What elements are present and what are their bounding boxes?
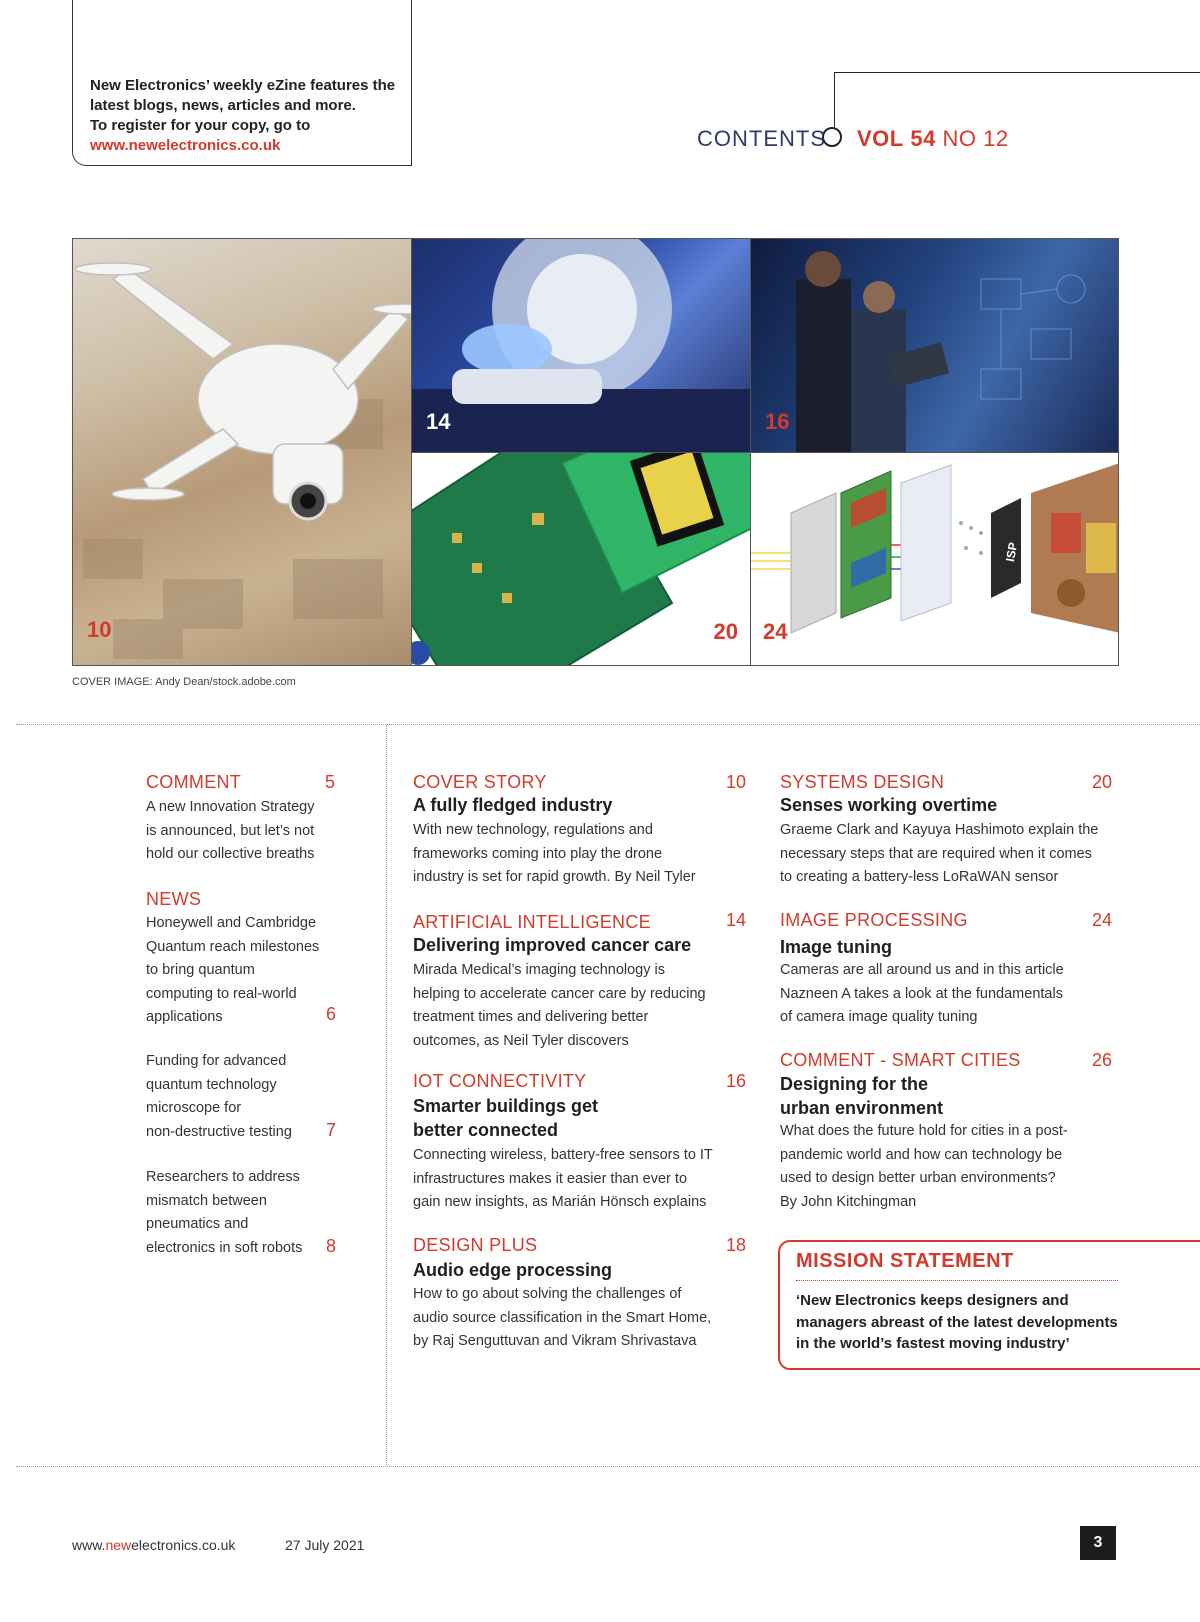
summary-line: Honeywell and Cambridge bbox=[146, 915, 317, 931]
summary-line: With new technology, regulations and bbox=[413, 822, 653, 838]
title-line: urban environment bbox=[780, 1098, 944, 1118]
summary-line: infrastructures makes it easier than ever to bbox=[413, 1170, 688, 1187]
footer-website-link[interactable] bbox=[72, 1537, 235, 1553]
server-page-number: 16 bbox=[765, 409, 790, 434]
design-plus-title[interactable]: Audio edge processing bbox=[413, 1260, 613, 1280]
page-number-badge: 3 bbox=[1080, 1526, 1116, 1560]
summary-line: By John Kitchingman bbox=[780, 1193, 917, 1210]
summary-line: quantum technology bbox=[146, 1076, 277, 1093]
smart-cities-section-label[interactable]: COMMENT - SMART CITIES bbox=[780, 1050, 1021, 1070]
drone-photo bbox=[72, 238, 412, 666]
news-2-page-number: 7 bbox=[326, 1120, 337, 1140]
header-rule bbox=[835, 72, 1200, 73]
summary-line: to creating a battery-less LoRaWAN sensor bbox=[780, 869, 1059, 885]
server-room-photo bbox=[750, 238, 1119, 453]
cover-story-summary bbox=[413, 819, 696, 890]
summary-line: Mirada Medical’s imaging technology is bbox=[413, 962, 665, 978]
issue-number: NO 12 bbox=[942, 126, 1009, 151]
footer-url-prefix: www. bbox=[72, 1537, 106, 1553]
mission-statement-text bbox=[796, 1290, 1136, 1355]
summary-line: non-destructive testing bbox=[146, 1123, 292, 1140]
summary-line: frameworks coming into play the drone bbox=[413, 845, 663, 862]
summary-line: is announced, but let’s not bbox=[146, 822, 315, 839]
drone-page-number: 10 bbox=[87, 617, 112, 642]
divider-bottom bbox=[16, 1466, 1200, 1467]
cover-story-title[interactable]: A fully fledged industry bbox=[413, 795, 613, 815]
summary-line: Graeme Clark and Kayuya Hashimoto explain the bbox=[780, 822, 1099, 838]
medical-page-number: 14 bbox=[426, 409, 451, 434]
footer-url-brand: new bbox=[105, 1537, 132, 1553]
image-processing-section-label[interactable]: IMAGE PROCESSING bbox=[780, 910, 968, 930]
summary-line: pneumatics and bbox=[146, 1216, 249, 1232]
mission-statement-title: MISSION STATEMENT bbox=[796, 1250, 1014, 1272]
circuit-board-illustration bbox=[412, 453, 751, 666]
footer-date: 27 July 2021 bbox=[285, 1537, 365, 1553]
server-illustration bbox=[751, 239, 1119, 453]
smart-cities-title[interactable] bbox=[780, 1072, 943, 1120]
design-plus-page-number: 18 bbox=[726, 1235, 747, 1255]
comment-page-number: 5 bbox=[325, 772, 336, 792]
footer-url-suffix: electronics.co.uk bbox=[131, 1537, 236, 1553]
comment-section-label[interactable]: COMMENT bbox=[146, 772, 242, 792]
systems-design-page-number: 20 bbox=[1092, 772, 1113, 792]
title-line: Designing for the bbox=[780, 1074, 928, 1094]
drone-illustration bbox=[73, 239, 412, 666]
title-line: Smarter buildings get bbox=[413, 1096, 599, 1116]
summary-line: helping to accelerate cancer care by reducing bbox=[413, 985, 706, 1002]
vol-number: 54 bbox=[910, 126, 936, 151]
summary-line: Cameras are all around us and in this article bbox=[780, 962, 1064, 978]
comment-summary bbox=[146, 796, 314, 867]
isp-label: ISP bbox=[1003, 541, 1021, 563]
systems-design-title[interactable]: Senses working overtime bbox=[780, 795, 998, 815]
board-page-number: 20 bbox=[713, 619, 738, 644]
news-item-1[interactable] bbox=[146, 912, 319, 1030]
promo-line: latest blogs, news, articles and more. bbox=[90, 97, 356, 114]
sensor-layers-illustration bbox=[751, 453, 1119, 666]
ai-title[interactable]: Delivering improved cancer care bbox=[413, 935, 692, 955]
medical-scanner-photo bbox=[411, 238, 751, 453]
smart-cities-summary bbox=[780, 1120, 1068, 1214]
news-item-3[interactable] bbox=[146, 1166, 302, 1260]
image-processing-title[interactable]: Image tuning bbox=[780, 937, 892, 957]
summary-line: Connecting wireless, battery-free sensors to IT bbox=[413, 1147, 713, 1163]
summary-line: gain new insights, as Marián Hönsch explains bbox=[413, 1194, 707, 1210]
mission-line: managers abreast of the latest developments bbox=[796, 1313, 1118, 1331]
news-1-page-number: 6 bbox=[326, 1004, 337, 1024]
summary-line: electronics in soft robots bbox=[146, 1239, 303, 1256]
ai-summary bbox=[413, 959, 706, 1053]
summary-line: computing to real-world bbox=[146, 985, 297, 1002]
summary-line: Nazneen A takes a look at the fundamentals bbox=[780, 985, 1063, 1002]
summary-line: How to go about solving the challenges of bbox=[413, 1286, 682, 1302]
summary-line: by Raj Senguttuvan and Vikram Shrivastava bbox=[413, 1333, 697, 1349]
ezine-promo-box bbox=[72, 0, 412, 166]
summary-line: necessary steps that are required when it comes bbox=[780, 845, 1092, 862]
summary-line: audio source classification in the Smart Home, bbox=[413, 1309, 712, 1326]
news-item-2[interactable] bbox=[146, 1050, 292, 1144]
iot-page-number: 16 bbox=[726, 1071, 747, 1091]
image-processing-page-number: 24 bbox=[1092, 910, 1113, 930]
design-plus-summary bbox=[413, 1283, 711, 1354]
summary-line: of camera image quality tuning bbox=[780, 1009, 978, 1025]
lora-board-photo bbox=[411, 452, 751, 666]
summary-line: mismatch between bbox=[146, 1192, 267, 1209]
image-processing-summary bbox=[780, 959, 1064, 1030]
sensor-page-number: 24 bbox=[763, 619, 788, 644]
summary-line: industry is set for rapid growth. By Neil Tyler bbox=[413, 869, 696, 885]
cover-story-page-number: 10 bbox=[726, 772, 747, 792]
image-sensor-photo bbox=[750, 452, 1119, 666]
systems-design-summary bbox=[780, 819, 1098, 890]
volume-issue bbox=[857, 126, 1009, 152]
promo-line: New Electronics’ weekly eZine features the bbox=[90, 77, 396, 94]
mission-divider bbox=[796, 1280, 1118, 1281]
summary-line: applications bbox=[146, 1009, 223, 1025]
summary-line: What does the future hold for cities in a post- bbox=[780, 1123, 1068, 1139]
mission-line: in the world’s fastest moving industry’ bbox=[796, 1335, 1070, 1352]
divider-column bbox=[386, 725, 387, 1465]
cover-story-section-label[interactable]: COVER STORY bbox=[413, 772, 547, 792]
iot-section-label[interactable]: IOT CONNECTIVITY bbox=[413, 1071, 587, 1091]
cover-image-credit: COVER IMAGE: Andy Dean/stock.adobe.com bbox=[72, 676, 296, 688]
summary-line: microscope for bbox=[146, 1100, 242, 1116]
summary-line: Researchers to address bbox=[146, 1169, 300, 1185]
ezine-promo-text bbox=[90, 76, 395, 156]
header-rule-vertical bbox=[834, 72, 835, 130]
ai-section-label[interactable]: ARTIFICIAL INTELLIGENCE bbox=[413, 912, 651, 932]
news-3-page-number: 8 bbox=[326, 1236, 337, 1256]
summary-line: A new Innovation Strategy bbox=[146, 799, 315, 815]
scanner-illustration bbox=[412, 239, 751, 453]
design-plus-section-label[interactable]: DESIGN PLUS bbox=[413, 1235, 538, 1255]
iot-summary bbox=[413, 1144, 713, 1215]
contents-heading: CONTENTS bbox=[697, 126, 826, 151]
smart-cities-page-number: 26 bbox=[1092, 1050, 1113, 1070]
title-line: better connected bbox=[413, 1120, 559, 1140]
summary-line: used to design better urban environments? bbox=[780, 1170, 1056, 1186]
ai-page-number: 14 bbox=[726, 910, 747, 930]
summary-line: hold our collective breaths bbox=[146, 846, 315, 862]
summary-line: Funding for advanced bbox=[146, 1053, 287, 1069]
summary-line: pandemic world and how can technology be bbox=[780, 1146, 1063, 1163]
iot-title[interactable] bbox=[413, 1094, 598, 1142]
summary-line: treatment times and delivering better bbox=[413, 1009, 649, 1025]
mission-line: ‘New Electronics keeps designers and bbox=[796, 1292, 1069, 1309]
vol-label: VOL bbox=[857, 126, 904, 151]
promo-line: To register for your copy, go to bbox=[90, 117, 311, 134]
promo-url-link[interactable]: www.newelectronics.co.uk bbox=[90, 137, 281, 154]
systems-design-section-label[interactable]: SYSTEMS DESIGN bbox=[780, 772, 945, 792]
news-section-label[interactable]: NEWS bbox=[146, 889, 202, 909]
divider-top bbox=[16, 724, 1200, 725]
summary-line: outcomes, as Neil Tyler discovers bbox=[413, 1032, 629, 1049]
summary-line: to bring quantum bbox=[146, 962, 255, 978]
summary-line: Quantum reach milestones bbox=[146, 938, 320, 955]
